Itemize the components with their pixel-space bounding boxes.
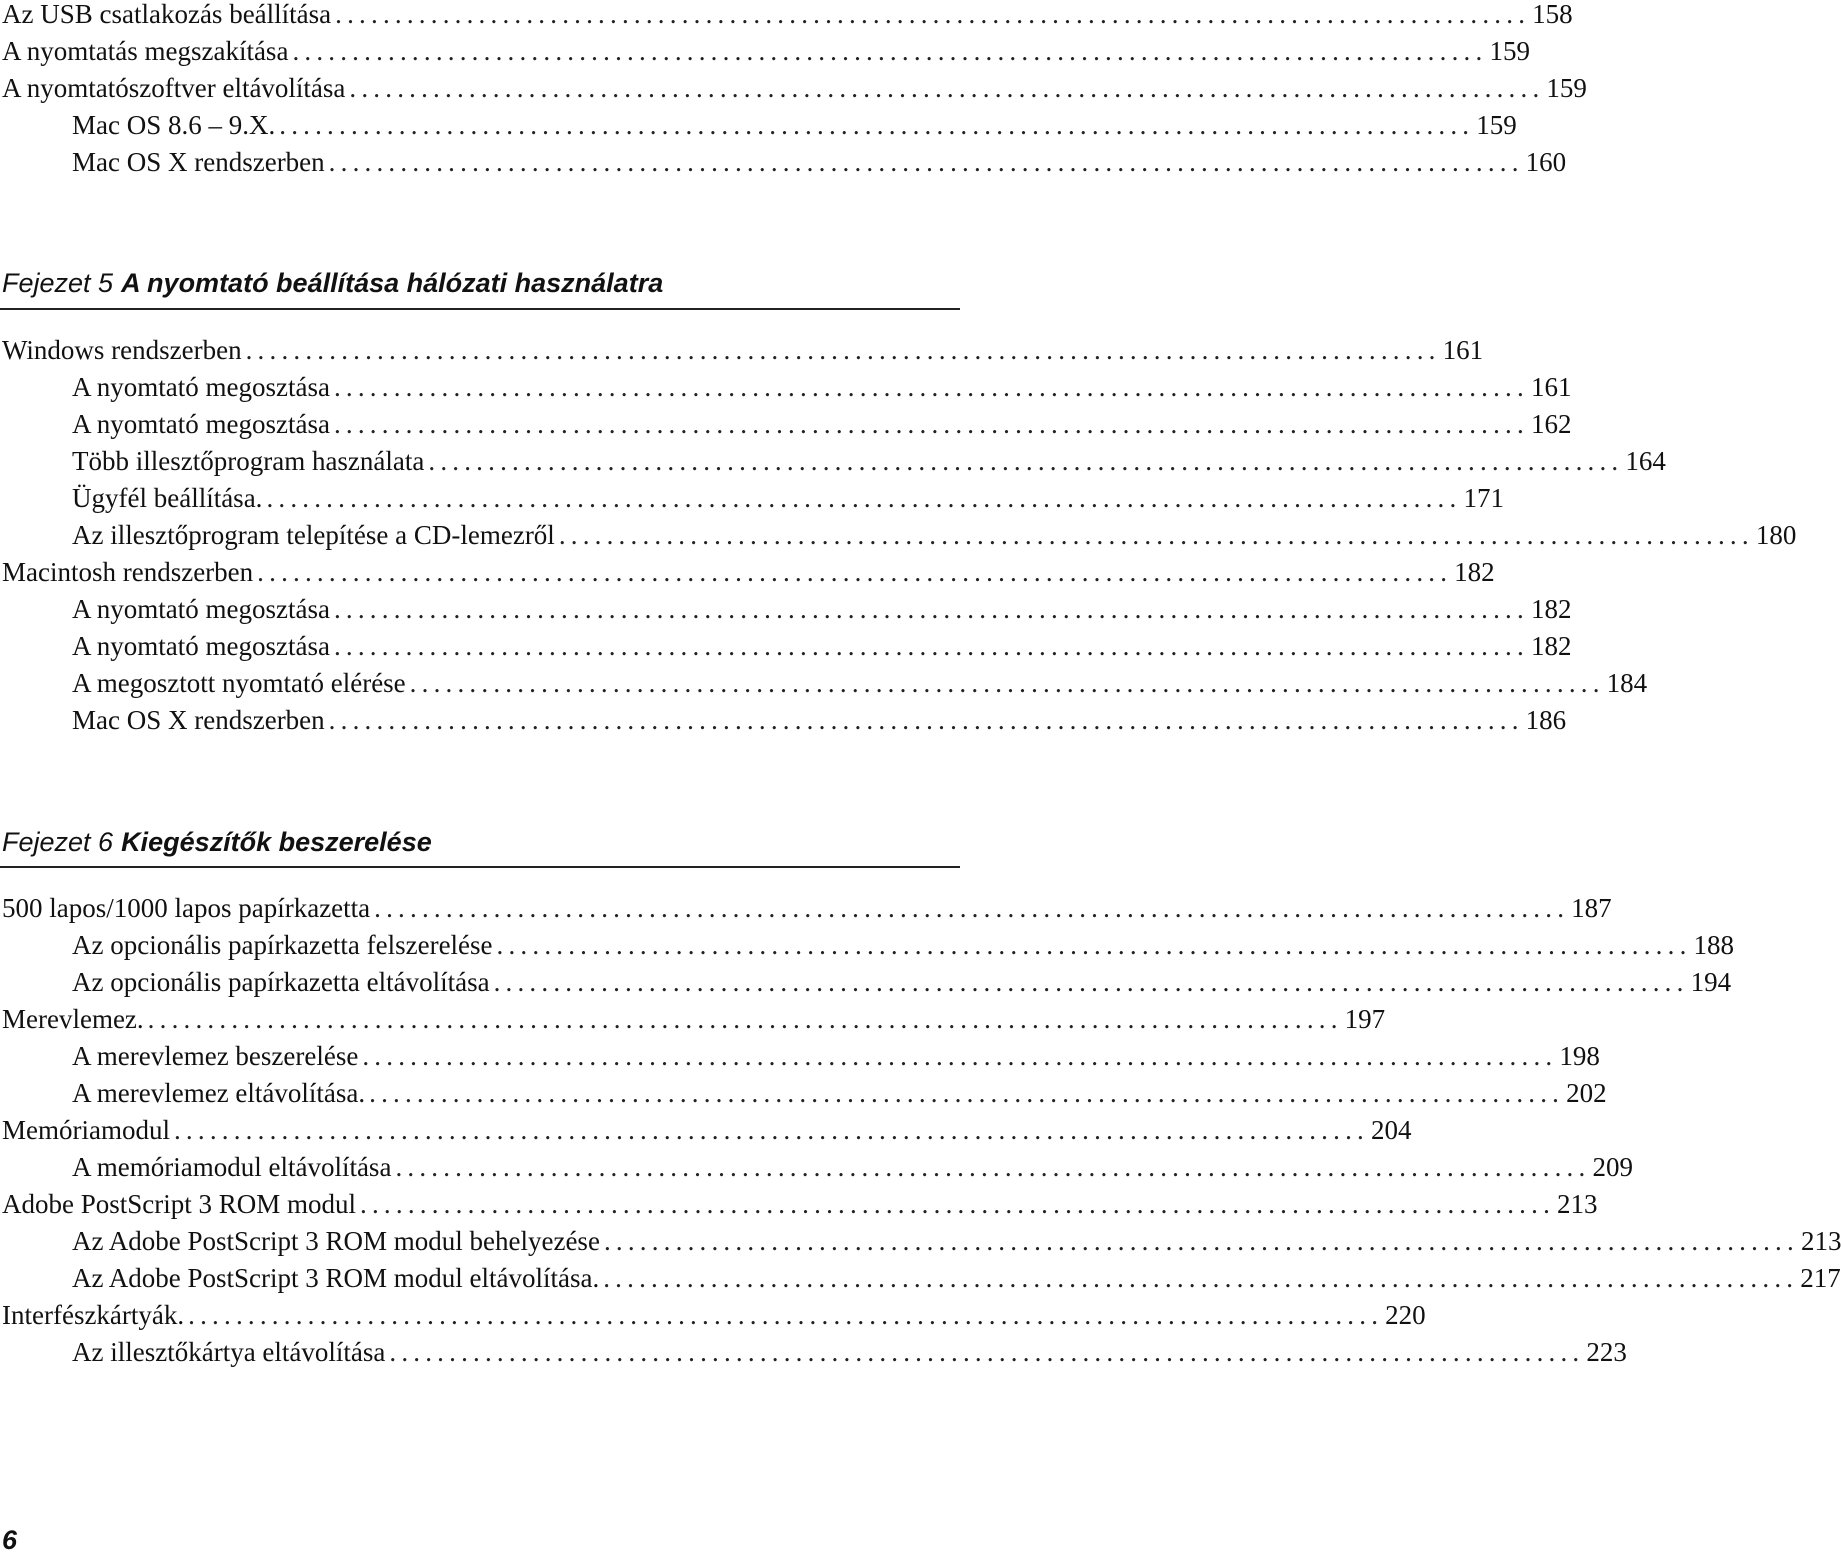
toc-leader-dots: .................................................................................................... xyxy=(333,594,1529,624)
toc-entry-title: Az opcionális papírkazetta eltávolítása xyxy=(72,967,490,997)
page-number: 6 xyxy=(2,1525,18,1555)
toc-leader-dots: .................................................................................................... xyxy=(188,1300,1384,1330)
toc-entry xyxy=(0,964,1732,1001)
toc-entry-title: A nyomtató megosztása xyxy=(72,372,330,402)
toc-entry xyxy=(0,1149,1633,1186)
toc-leader-dots: .................................................................................................... xyxy=(333,631,1529,661)
toc-entry xyxy=(0,1297,1426,1334)
toc-entry-title: Ügyfél beállítása. xyxy=(72,483,263,513)
toc-entry-page: 197 xyxy=(1344,1004,1386,1034)
toc-entry-title: Merevlemez. xyxy=(2,1004,144,1034)
toc-entry-title: Windows rendszerben xyxy=(2,335,242,365)
toc-leader-dots: .................................................................................................... xyxy=(333,372,1529,402)
toc-entry-page: 213 xyxy=(1800,1226,1841,1256)
chapter-title: Kiegészítők beszerelése xyxy=(121,827,432,857)
chapter-heading xyxy=(2,263,960,303)
toc-leader-dots: .................................................................................................... xyxy=(292,36,1488,66)
toc-entry xyxy=(0,0,1573,33)
toc-entry-title: Több illesztőprogram használata xyxy=(72,446,425,476)
chapter-label: Fejezet 6 xyxy=(2,827,114,857)
toc-entry-title: A merevlemez beszerelése xyxy=(72,1041,359,1071)
toc-entry-title: Az Adobe PostScript 3 ROM modul behelyezése xyxy=(72,1226,600,1256)
toc-leader-dots: .................................................................................................... xyxy=(335,0,1531,29)
toc-entry-page: 158 xyxy=(1532,0,1573,29)
toc-entry xyxy=(0,1075,1607,1112)
toc-leader-dots: .................................................................................................... xyxy=(257,557,1453,587)
toc-entry-page: 204 xyxy=(1370,1115,1412,1145)
toc-entry xyxy=(0,480,1504,517)
toc-entry-page: 220 xyxy=(1385,1300,1426,1330)
toc-entry-page: 186 xyxy=(1525,705,1567,735)
toc-entry xyxy=(0,107,1517,144)
toc-entry xyxy=(0,517,1797,554)
toc-entry xyxy=(0,1112,1412,1149)
toc-leader-dots: .................................................................................................... xyxy=(362,1041,1558,1071)
toc-entry-page: 159 xyxy=(1546,73,1587,103)
toc-entry xyxy=(0,927,1735,964)
toc-entry xyxy=(0,628,1572,665)
toc-entry-title: A merevlemez eltávolítása. xyxy=(72,1078,366,1108)
toc-entry xyxy=(0,1334,1627,1371)
toc-leader-dots: .................................................................................................... xyxy=(349,73,1545,103)
toc-leader-dots: .................................................................................................... xyxy=(493,967,1689,997)
toc-leader-dots: .................................................................................................... xyxy=(603,1263,1799,1293)
toc-entry xyxy=(0,665,1648,702)
toc-entry-title: Az illesztőkártya eltávolítása xyxy=(72,1337,386,1367)
toc-entry-page: 182 xyxy=(1454,557,1495,587)
toc-entry-page: 188 xyxy=(1693,930,1735,960)
toc-leader-dots: .................................................................................................... xyxy=(369,1078,1565,1108)
toc-leader-dots: .................................................................................................... xyxy=(558,520,1754,550)
toc-entry-page: 187 xyxy=(1571,893,1612,923)
toc-leader-dots: .................................................................................................... xyxy=(279,110,1475,140)
toc-entry-page: 159 xyxy=(1476,110,1517,140)
toc-entry-title: Macintosh rendszerben xyxy=(2,557,254,587)
toc-entry xyxy=(0,144,1567,181)
toc-entry-page: 198 xyxy=(1559,1041,1600,1071)
chapter-heading xyxy=(2,822,960,862)
toc-entry-title: Memóriamodul xyxy=(2,1115,170,1145)
toc-entry xyxy=(0,1223,1841,1260)
toc-entry xyxy=(0,1260,1841,1297)
toc-leader-dots: .................................................................................................... xyxy=(266,483,1462,513)
toc-entry-page: 213 xyxy=(1557,1189,1598,1219)
toc-entry-title: A nyomtató megosztása xyxy=(72,631,330,661)
toc-entry-title: Adobe PostScript 3 ROM modul xyxy=(2,1189,357,1219)
toc-entry-page: 160 xyxy=(1525,147,1567,177)
chapter-rule xyxy=(0,308,960,310)
toc-entry xyxy=(0,1038,1600,1075)
chapter-title: A nyomtató beállítása hálózati használatra xyxy=(121,268,664,298)
toc-entry-title: A megosztott nyomtató elérése xyxy=(72,668,406,698)
toc-entry-title: Interfészkártyák. xyxy=(2,1300,185,1330)
toc-entry-title: Mac OS 8.6 – 9.X. xyxy=(72,110,276,140)
toc-leader-dots: .................................................................................................... xyxy=(147,1004,1343,1034)
toc-entry-page: 209 xyxy=(1592,1152,1633,1182)
toc-entry-page: 180 xyxy=(1755,520,1797,550)
toc-entry-page: 162 xyxy=(1530,409,1572,439)
toc-leader-dots: .................................................................................................... xyxy=(389,1337,1585,1367)
toc-entry-page: 194 xyxy=(1690,967,1732,997)
toc-entry xyxy=(0,406,1572,443)
chapter-rule xyxy=(0,866,960,868)
toc-entry-page: 161 xyxy=(1530,372,1572,402)
toc-entry-title: Mac OS X rendszerben xyxy=(72,705,325,735)
toc-leader-dots: .................................................................................................... xyxy=(496,930,1692,960)
toc-leader-dots: .................................................................................................... xyxy=(395,1152,1591,1182)
toc-entry-title: A nyomtatószoftver eltávolítása xyxy=(2,73,346,103)
toc-leader-dots: .................................................................................................... xyxy=(428,446,1624,476)
toc-leader-dots: .................................................................................................... xyxy=(245,335,1441,365)
toc-entry-title: Az illesztőprogram telepítése a CD-lemezről xyxy=(72,520,555,550)
toc-leader-dots: .................................................................................................... xyxy=(173,1115,1369,1145)
toc-leader-dots: .................................................................................................... xyxy=(328,147,1524,177)
toc-entry-page: 223 xyxy=(1586,1337,1627,1367)
toc-entry-page: 164 xyxy=(1625,446,1666,476)
toc-entry-page: 182 xyxy=(1530,594,1572,624)
toc-entry xyxy=(0,33,1530,70)
toc-leader-dots: .................................................................................................... xyxy=(409,668,1605,698)
chapter-label: Fejezet 5 xyxy=(2,268,114,298)
toc-leader-dots: .................................................................................................... xyxy=(374,893,1570,923)
toc-entry xyxy=(0,369,1572,406)
toc-entry-title: Az Adobe PostScript 3 ROM modul eltávolítása. xyxy=(72,1263,600,1293)
toc-entry xyxy=(0,890,1612,927)
toc-entry xyxy=(0,702,1567,739)
toc-entry-page: 217 xyxy=(1800,1263,1841,1293)
toc-leader-dots: .................................................................................................... xyxy=(333,409,1529,439)
toc-leader-dots: .................................................................................................... xyxy=(603,1226,1799,1256)
toc-entry xyxy=(0,1186,1598,1223)
toc-entry-page: 184 xyxy=(1606,668,1648,698)
toc-entry xyxy=(0,70,1587,107)
toc-entry xyxy=(0,591,1572,628)
toc-entry xyxy=(0,1001,1386,1038)
toc-entry-title: A nyomtatás megszakítása xyxy=(2,36,289,66)
toc-leader-dots: .................................................................................................... xyxy=(360,1189,1556,1219)
toc-entry-page: 159 xyxy=(1489,36,1530,66)
toc-entry-title: Mac OS X rendszerben xyxy=(72,147,325,177)
toc-entry-title: A nyomtató megosztása xyxy=(72,594,330,624)
toc-entry xyxy=(0,554,1495,591)
toc-entry xyxy=(0,443,1666,480)
toc-entry xyxy=(0,332,1484,369)
toc-entry-title: A memóriamodul eltávolítása xyxy=(72,1152,392,1182)
toc-entry-title: Az USB csatlakozás beállítása xyxy=(2,0,332,29)
toc-entry-page: 182 xyxy=(1530,631,1572,661)
toc-entry-page: 171 xyxy=(1463,483,1504,513)
toc-entry-title: A nyomtató megosztása xyxy=(72,409,330,439)
toc-entry-page: 161 xyxy=(1442,335,1484,365)
toc-entry-title: Az opcionális papírkazetta felszerelése xyxy=(72,930,493,960)
toc-entry-page: 202 xyxy=(1566,1078,1607,1108)
toc-entry-title: 500 lapos/1000 lapos papírkazetta xyxy=(2,893,371,923)
toc-leader-dots: .................................................................................................... xyxy=(328,705,1524,735)
